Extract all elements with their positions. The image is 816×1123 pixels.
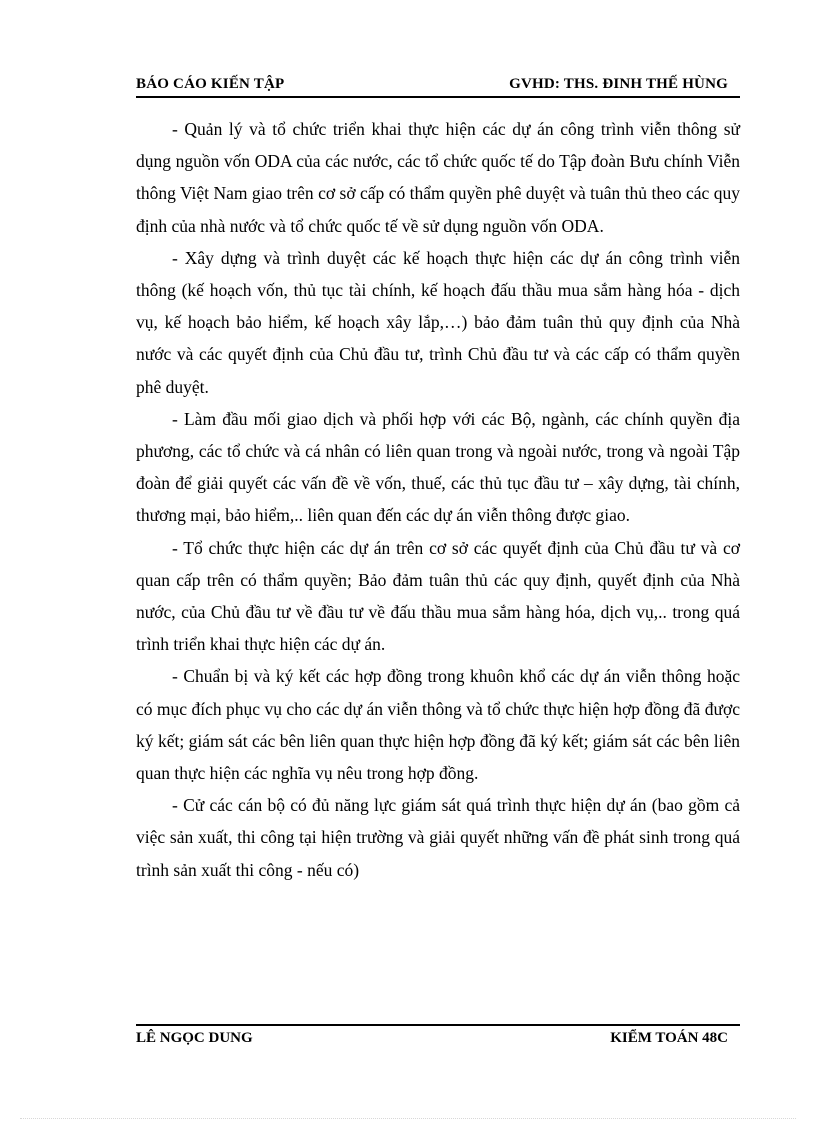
paragraph-2: - Xây dựng và trình duyệt các kế hoạch thực hiện các dự án công trình viễn thông (kế hoạch vốn, thủ tục tài chính, kế hoạch đấu thầu mua sắm hàng hóa - dịch vụ, kế hoạch bảo hiểm, kế hoạch xây lắp,…) bảo đảm tuân thủ quy định của Nhà nước và các quyết định của Chủ đầu tư, trình Chủ đầu tư và các cấp có thẩm quyền phê duyệt. <box>136 247 740 397</box>
footer-author: LÊ NGỌC DUNG <box>136 1030 253 1046</box>
header-rule <box>136 96 740 98</box>
document-body <box>136 113 740 886</box>
page-edge-divider <box>20 1118 796 1119</box>
footer-class: KIỂM TOÁN 48C <box>610 1030 728 1046</box>
header-report-title: BÁO CÁO KIẾN TẬP <box>136 76 285 92</box>
paragraph-3: - Làm đầu mối giao dịch và phối hợp với các Bộ, ngành, các chính quyền địa phương, các tổ chức và cá nhân có liên quan trong và ngoài nước, trong và ngoài Tập đoàn để giải quyết các vấn đề về vốn, thuế, các thủ tục đầu tư – xây dựng, tài chính, thương mại, bảo hiểm,.. liên quan đến các dự án viễn thông được giao. <box>136 408 740 526</box>
footer-rule <box>136 1024 740 1026</box>
paragraph-5: - Chuẩn bị và ký kết các hợp đồng trong khuôn khổ các dự án viễn thông hoặc có mục đích phục vụ cho các dự án viễn thông và tổ chức thực hiện hợp đồng đã được ký kết; giám sát các bên liên quan thực hiện hợp đồng đã ký kết; giám sát các bên liên quan thực hiện các nghĩa vụ nêu trong hợp đồng. <box>136 666 740 784</box>
header-supervisor: GVHD: THS. ĐINH THẾ HÙNG <box>509 76 728 92</box>
page-footer <box>136 1030 740 1050</box>
paragraph-1: - Quản lý và tổ chức triển khai thực hiện các dự án công trình viễn thông sử dụng nguồn vốn ODA của các nước, các tổ chức quốc tế do Tập đoàn Bưu chính Viễn thông Việt Nam giao trên cơ sở cấp có thẩm quyền phê duyệt và tuân thủ theo các quy định của nhà nước và tổ chức quốc tế về sử dụng nguồn vốn ODA. <box>136 119 740 236</box>
paragraph-4: - Tổ chức thực hiện các dự án trên cơ sở các quyết định của Chủ đầu tư và cơ quan cấp trên có thẩm quyền; Bảo đảm tuân thủ các quy định, quyết định của Nhà nước, của Chủ đầu tư về đầu tư về đấu thầu mua sắm hàng hóa, dịch vụ,.. trong quá trình triển khai thực hiện các dự án. <box>136 537 740 655</box>
paragraph-6: - Cử các cán bộ có đủ năng lực giám sát quá trình thực hiện dự án (bao gồm cả việc sản xuất, thi công tại hiện trường và giải quyết những vấn đề phát sinh trong quá trình sản xuất thi công - nếu có) <box>136 795 740 880</box>
page-header <box>136 76 740 96</box>
